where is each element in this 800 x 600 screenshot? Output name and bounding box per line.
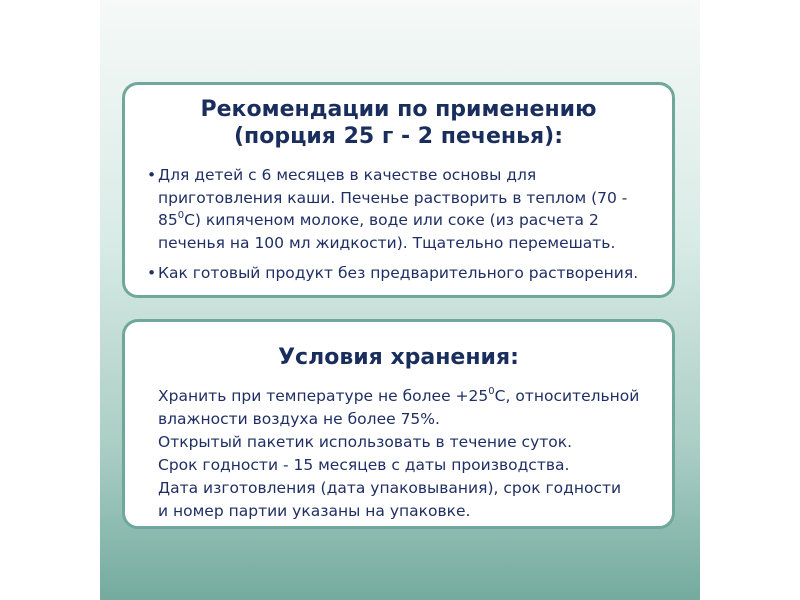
storage-line-6: и номер партии указаны на упаковке. [158, 502, 471, 520]
usage-item1-text1: Для детей с 6 месяцев в качестве основы для приготовления каши. Печенье растворить в теплом (70 - 85 [158, 166, 628, 229]
bullet-icon: • [147, 264, 157, 282]
usage-item2-text: Как готовый продукт без предварительного растворения. [158, 264, 639, 282]
storage-line-1 [158, 385, 652, 408]
storage-line-5: Дата изготовления (дата упаковывания), срок годности [158, 479, 622, 497]
usage-item1-text2: С) кипяченом молоке, воде или соке (из расчета 2 печенья на 100 мл жидкости). Тщательно перемешать. [158, 211, 616, 252]
usage-list [125, 164, 672, 285]
storage-line-2: влажности воздуха не более 75%. [158, 410, 440, 428]
usage-item1-degree: 0 [177, 209, 185, 221]
usage-item-ready [147, 262, 648, 285]
bullet-icon: • [147, 166, 157, 184]
usage-item-base [147, 164, 648, 254]
usage-title-line1: Рекомендации по применению [200, 97, 597, 122]
storage-card [122, 319, 675, 529]
storage-line-4: Срок годности - 15 месяцев с даты производства. [158, 456, 570, 474]
storage-text [125, 385, 672, 523]
storage-line1-text1: Хранить при температуре не более +25 [158, 387, 489, 405]
usage-title [125, 85, 672, 150]
storage-title: Условия хранения: [278, 345, 519, 370]
storage-line1-text2: С, относительной [494, 387, 640, 405]
storage-line-3: Открытый пакетик использовать в течение суток. [158, 433, 573, 451]
storage-degree: 0 [488, 385, 495, 397]
usage-title-line2: (порция 25 г - 2 печенья): [233, 124, 564, 149]
usage-card [122, 82, 675, 298]
